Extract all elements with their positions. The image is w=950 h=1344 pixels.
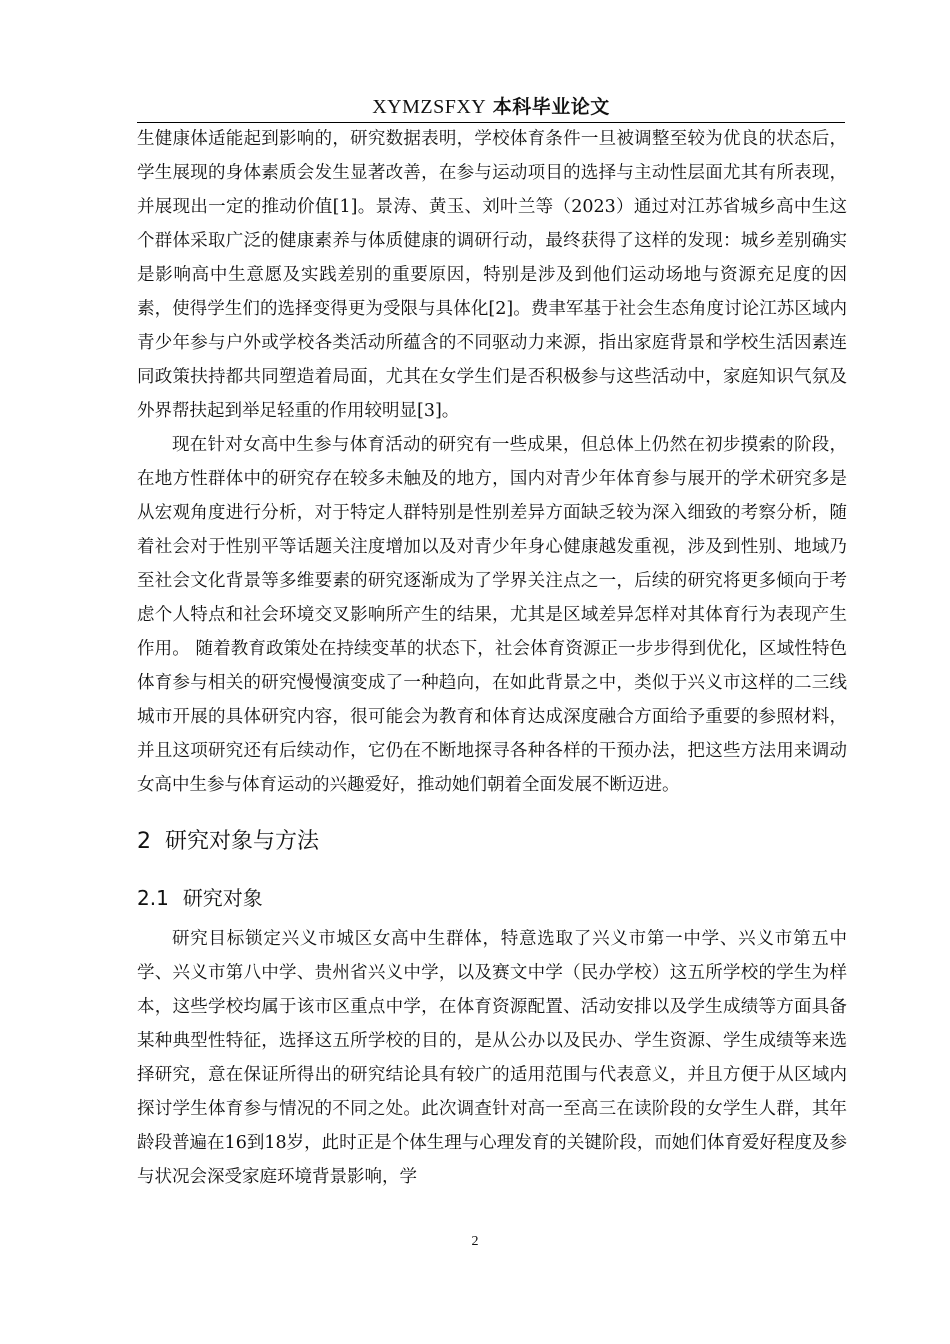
subsection-title: 研究对象 [182,886,263,910]
section-title: 研究对象与方法 [165,829,320,854]
page-number: 2 [471,1234,479,1249]
subsection-number: 2.1 [137,886,169,910]
paragraph-literature-review: 生健康体适能起到影响的，研究数据表明，学校体育条件一旦被调整至较为优良的状态后，学生展现的身体素质会发生显著改善，在参与运动项目的选择与主动性层面尤其有所表现，并展现出一定的推动价值[1]。景涛、黄玉、刘叶兰等（2023）通过对江苏省城乡高中生这个群体采取广泛的健康素养与体质健康的调研行动，最终获得了这样的发现：城乡差别确实是影响高中生意愿及实践差别的重要原因，特别是涉及到他们运动场地与资源充足度的因素，使得学生们的选择变得更为受限与具体化[2]。费聿军基于社会生态角度讨论江苏区域内青少年参与户外或学校各类活动所蕴含的不同驱动力来源，指出家庭背景和学校生活因素连同政策扶持都共同塑造着局面，尤其在女学生们是否积极参与这些活动中，家庭知识气氛及外界帮扶起到举足轻重的作用较明显[3]。 [137,129,847,421]
section-heading [137,822,847,862]
paragraph-research-status: 现在针对女高中生参与体育活动的研究有一些成果，但总体上仍然在初步摸索的阶段，在地方性群体中的研究存在较多未触及的地方，国内对青少年体育参与展开的学术研究多是从宏观角度进行分析，对于特定人群特别是性别差异方面缺乏较为深入细致的考察分析，随着社会对于性别平等话题关注度增加以及对青少年身心健康越发重视，涉及到性别、地域乃至社会文化背景等多维要素的研究逐渐成为了学界关注点之一，后续的研究将更多倾向于考虑个人特点和社会环境交叉影响所产生的结果，尤其是区域差异怎样对其体育行为表现产生作用。 随着教育政策处在持续变革的状态下，社会体育资源正一步步得到优化，区域性特色体育参与相关的研究慢慢演变成了一种趋向，在如此背景之中，类似于兴义市这样的二三线城市开展的具体研究内容，很可能会为教育和体育达成深度融合方面给予重要的参照材料，并且这项研究还有后续动作，它仍在不断地探寻各种各样的干预办法，把这些方法用来调动女高中生参与体育运动的兴趣爱好，推动她们朝着全面发展不断迈进。 [137,435,847,795]
running-header [137,92,845,123]
document-body [137,122,847,1194]
header-cn-title: 本科毕业论文 [492,96,610,118]
section-number: 2 [137,829,151,854]
subsection-heading [137,880,847,916]
header-latin-title: XYMZSFXY [372,96,487,118]
paragraph-research-subjects: 研究目标锁定兴义市城区女高中生群体，特意选取了兴义市第一中学、兴义市第五中学、兴义市第八中学、贵州省兴义中学，以及赛文中学（民办学校）这五所学校的学生为样本，这些学校均属于该市区重点中学，在体育资源配置、活动安排以及学生成绩等方面具备某种典型性特征，选择这五所学校的目的，是从公办以及民办、学生资源、学生成绩等来选择研究，意在保证所得出的研究结论具有较广的适用范围与代表意义，并且方便于从区域内探讨学生体育参与情况的不同之处。此次调查针对高一至高三在读阶段的女学生人群，其年龄段普遍在16到18岁，此时正是个体生理与心理发育的关键阶段，而她们体育爱好程度及参与状况会深受家庭环境背景影响，学 [137,929,847,1187]
